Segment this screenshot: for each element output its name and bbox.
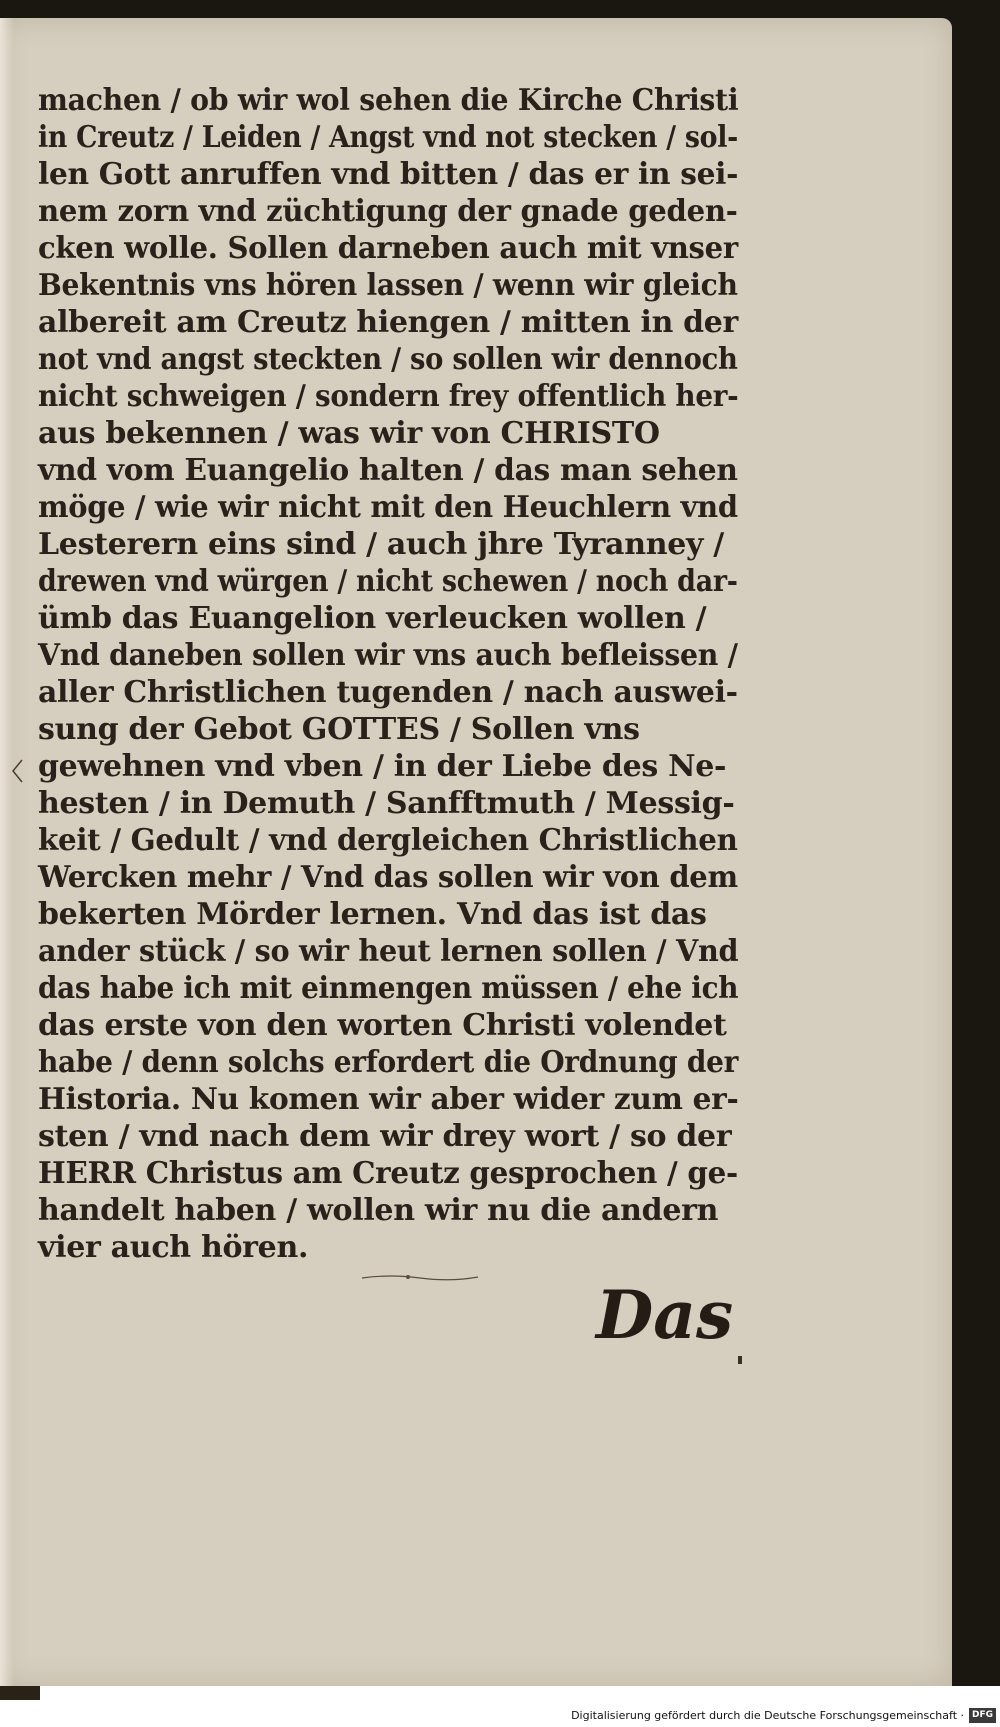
text-line: das habe ich mit einmengen müssen / ehe ich <box>38 971 739 1006</box>
text-line: in Creutz / Leiden / Angst vnd not stecken / sol- <box>38 120 738 155</box>
text-line: nicht schweigen / sondern frey offentlich her- <box>38 379 739 414</box>
text-line: albereit am Creutz hiengen / mitten in der <box>38 305 738 340</box>
text-line: aus bekennen / was wir von CHRISTO <box>38 416 660 451</box>
text-line: drewen vnd würgen / nicht schewen / noch dar- <box>38 564 738 599</box>
dfg-logo: DFG <box>969 1708 996 1723</box>
text-line: bekerten Mörder lernen. Vnd das ist das <box>38 897 707 932</box>
text-line: vnd vom Euangelio halten / das man sehen <box>38 453 738 488</box>
text-line: sten / vnd nach dem wir drey wort / so der <box>38 1119 732 1154</box>
text-line: ander stück / so wir heut lernen sollen / Vnd <box>38 934 739 969</box>
text-line: Vnd daneben sollen wir vns auch befleissen / <box>38 638 738 673</box>
ornament-flourish <box>360 1270 480 1284</box>
text-line: Wercken mehr / Vnd das sollen wir von dem <box>38 860 738 895</box>
text-line: HERR Christus am Creutz gesprochen / ge- <box>38 1156 738 1191</box>
text-line: hesten / in Demuth / Sanfftmuth / Messig- <box>38 786 735 821</box>
text-block <box>38 82 738 1266</box>
text-line: Lesterern eins sind / auch jhre Tyranney / <box>38 527 724 562</box>
text-line: cken wolle. Sollen darneben auch mit vnser <box>38 231 738 266</box>
text-line: das erste von den worten Christi volendet <box>38 1008 727 1043</box>
book-page <box>0 18 952 1686</box>
text-line: keit / Gedult / vnd dergleichen Christlichen <box>38 823 738 858</box>
text-line: habe / denn solchs erfordert die Ordnung der <box>38 1045 739 1080</box>
text-line: ümb das Euangelion verleucken wollen / <box>38 601 707 636</box>
text-line: vier auch hören. <box>38 1230 309 1265</box>
signature-mark <box>738 1356 742 1364</box>
margin-mark <box>10 758 24 784</box>
text-line: len Gott anruffen vnd bitten / das er in sei- <box>38 157 739 192</box>
text-line: sung der Gebot GOTTES / Sollen vns <box>38 712 640 747</box>
text-line: gewehnen vnd vben / in der Liebe des Ne- <box>38 749 727 784</box>
page-edge <box>0 1686 40 1700</box>
text-line: aller Christlichen tugenden / nach auswei- <box>38 675 738 710</box>
text-line: handelt haben / wollen wir nu die andern <box>38 1193 719 1228</box>
text-line: Bekentnis vns hören lassen / wenn wir gleich <box>38 268 738 303</box>
text-line: machen / ob wir wol sehen die Kirche Christi <box>38 83 739 118</box>
footer-credit: Digitalisierung gefördert durch die Deutsche Forschungsgemeinschaft · <box>571 1709 964 1722</box>
text-line: Historia. Nu komen wir aber wider zum er- <box>38 1082 739 1117</box>
text-line: möge / wie wir nicht mit den Heuchlern vnd <box>38 490 738 525</box>
text-line: not vnd angst steckten / so sollen wir dennoch <box>38 342 738 377</box>
catchword: Das <box>596 1276 734 1354</box>
text-line: nem zorn vnd züchtigung der gnade geden- <box>38 194 738 229</box>
